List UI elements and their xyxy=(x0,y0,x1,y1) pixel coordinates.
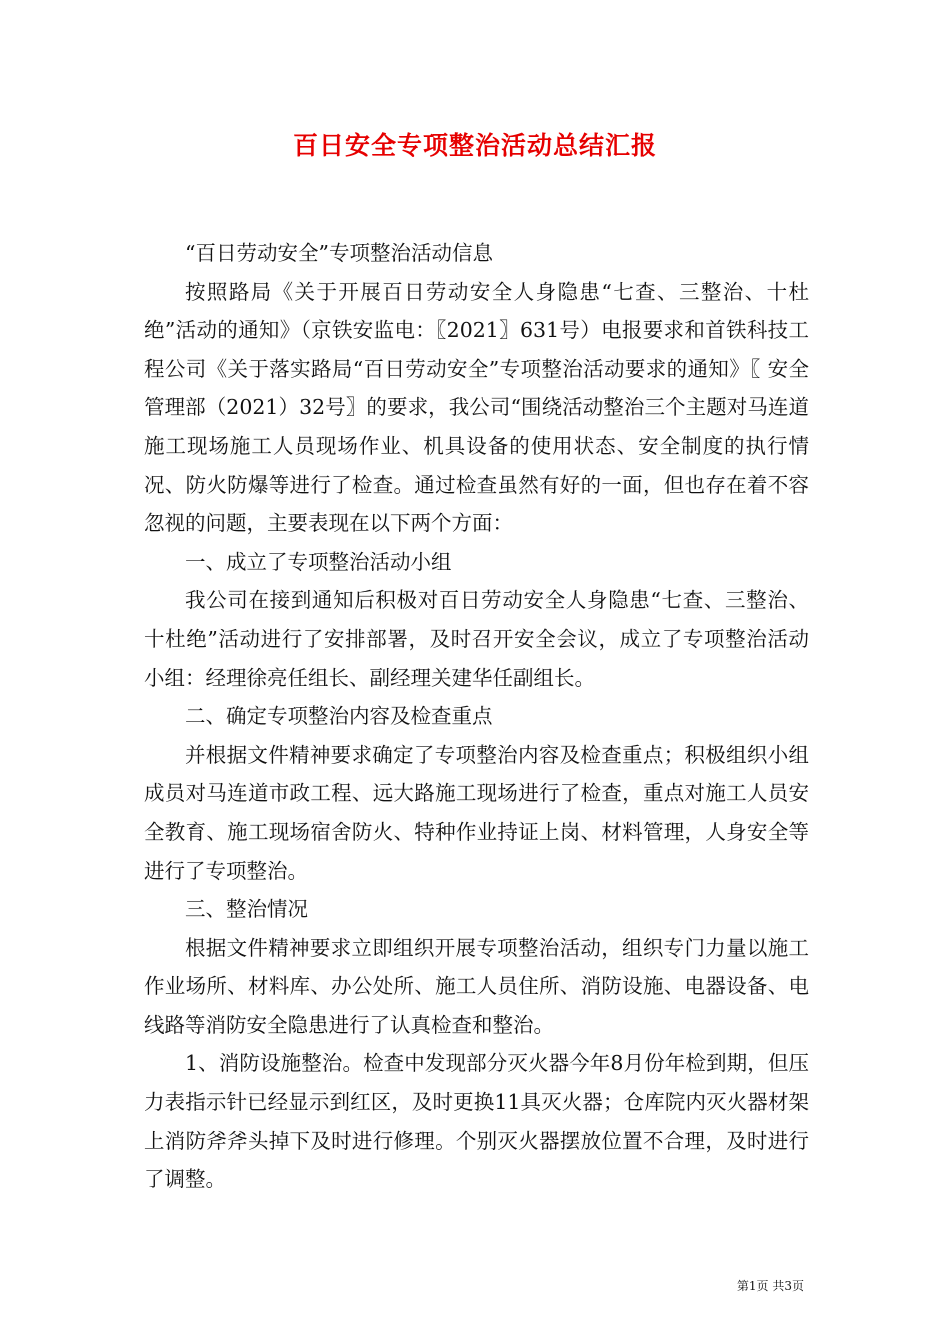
paragraph: 1、消防设施整治。检查中发现部分灭火器今年8月份年检到期，但压力表指示针已经显示到红区，及时更换11具灭火器；仓库院内灭火器材架上消防斧斧头掉下及时进行修理。个别灭火器摆放位置不合理，及时进行了调整。 xyxy=(144,1051,809,1192)
paragraph: 按照路局《关于开展百日劳动安全人身隐患“七查、三整治、十杜绝”活动的通知》（京铁安监电：〖2021〗631号）电报要求和首铁科技工程公司《关于落实路局“百日劳动安全”专项整治活动要求的通知》〖 安全管理部（2021）32号〗的要求，我公司“围绕活动整治三个主题对马连道施工现场施工人员现场作业、机具设备的使用状态、安全制度的执行情况、防火防爆等进行了检查。通过检查虽然有好的一面，但也存在着不容忽视的问题，主要表现在以下两个方面： xyxy=(144,279,809,536)
document-body xyxy=(144,234,809,1199)
section-heading: 三、整治情况 xyxy=(185,897,308,922)
section-heading: 一、成立了专项整治活动小组 xyxy=(185,549,452,574)
paragraph: 根据文件精神要求立即组织开展专项整治活动，组织专门力量以施工作业场所、材料库、办公处所、施工人员住所、消防设施、电器设备、电线路等消防安全隐患进行了认真检查和整治。 xyxy=(144,935,809,1037)
paragraph: “百日劳动安全”专项整治活动信息 xyxy=(185,241,493,265)
section-heading: 二、确定专项整治内容及检查重点 xyxy=(185,704,493,729)
paragraph: 并根据文件精神要求确定了专项整治内容及检查重点；积极组织小组成员对马连道市政工程、远大路施工现场进行了检查，重点对施工人员安全教育、施工现场宿舍防火、特种作业持证上岗、材料管理，人身安全等进行了专项整治。 xyxy=(144,742,809,883)
page-number: 第1页 共3页 xyxy=(736,1279,804,1293)
document-title: 百日安全专项整治活动总结汇报 xyxy=(292,131,657,160)
paragraph: 我公司在接到通知后积极对百日劳动安全人身隐患“七查、三整治、十杜绝”活动进行了安排部署，及时召开安全会议，成立了专项整治活动小组：经理徐亮任组长、副经理关建华任副组长。 xyxy=(144,588,809,690)
